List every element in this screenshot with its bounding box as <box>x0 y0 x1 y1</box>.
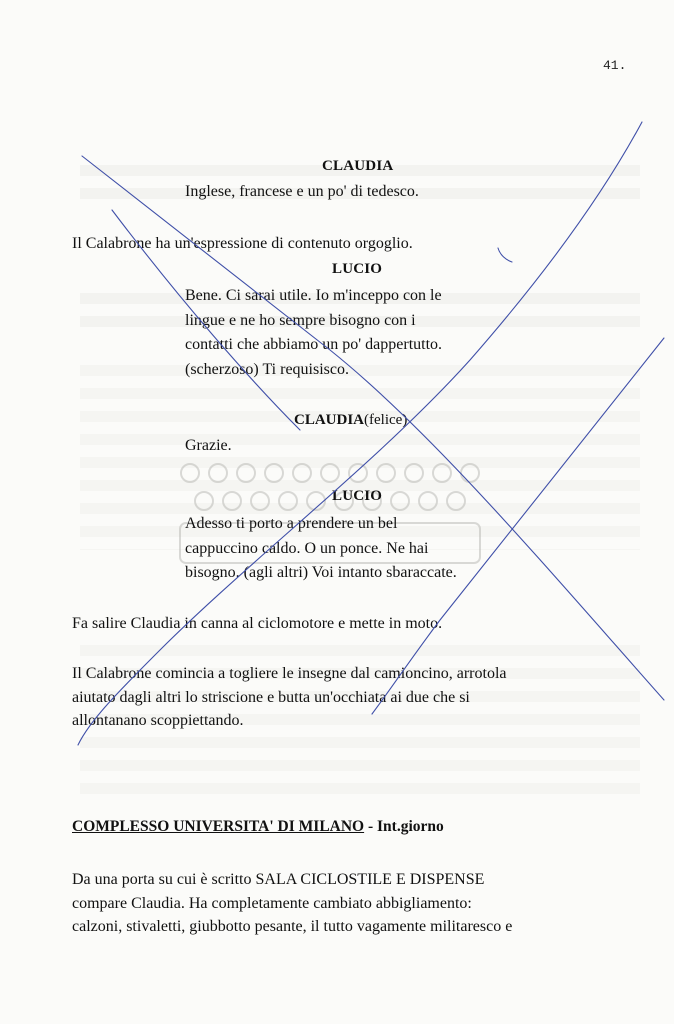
dialogue-line: Bene. Ci sarai utile. Io m'inceppo con le <box>185 287 442 304</box>
action-text-line: Da una porta su cui è scritto SALA CICLOSTILE E DISPENSE <box>72 871 485 888</box>
character-cue-claudia-2 <box>294 412 407 429</box>
dialogue-line: lingue e ne ho sempre bisogno con i <box>185 311 416 329</box>
action-line-1: Il Calabrone ha un'espressione di contenuto orgoglio. <box>72 235 413 252</box>
action-text-line: aiutato dagli altri lo striscione e butta un'occhiata ai due che si <box>72 688 470 706</box>
scene-location: COMPLESSO UNIVERSITA' DI MILANO <box>72 818 365 835</box>
parenthetical: (felice) <box>364 412 408 428</box>
dialogue-line: (scherzoso) Ti requisisco. <box>185 360 349 378</box>
action-paragraph-3 <box>72 662 634 733</box>
dialogue-line: bisogno. (agli altri) Voi intanto sbaraccate. <box>185 564 457 581</box>
page-number: 41. <box>603 58 627 73</box>
character-name-claudia: CLAUDIA <box>322 158 394 174</box>
scene-heading <box>72 818 444 836</box>
dialogue-claudia-2 <box>185 434 534 459</box>
dialogue-line: cappuccino caldo. O un ponce. Ne hai <box>185 539 429 557</box>
dialogue-line: Inglese, francese e un po' di tedesco. <box>185 183 419 200</box>
dialogue-lucio-1 <box>185 284 534 382</box>
character-name-lucio: LUCIO <box>332 261 383 277</box>
character-name-lucio: LUCIO <box>332 488 383 504</box>
dialogue-lucio-2 <box>185 512 534 586</box>
action-paragraph-4 <box>72 868 634 939</box>
dialogue-line: Grazie. <box>185 437 232 454</box>
scene-time: - Int.giorno <box>364 818 444 835</box>
action-text-line: Il Calabrone comincia a togliere le insegne dal camioncino, arrotola <box>72 665 507 682</box>
dialogue-line: Adesso ti porto a prendere un bel <box>185 515 398 532</box>
dialogue-line: contatti che abbiamo un po' dappertutto. <box>185 336 443 353</box>
character-name-claudia: CLAUDIA <box>294 412 365 428</box>
action-text-line: compare Claudia. Ha completamente cambiato abbigliamento: <box>72 894 472 912</box>
dialogue-claudia-1 <box>185 180 534 205</box>
action-text-line: calzoni, stivaletti, giubbotto pesante, il tutto vagamente militaresco e <box>72 918 513 935</box>
action-line-2: Fa salire Claudia in canna al ciclomotore e mette in moto. <box>72 615 443 632</box>
action-text-line: allontanano scoppiettando. <box>72 712 244 729</box>
